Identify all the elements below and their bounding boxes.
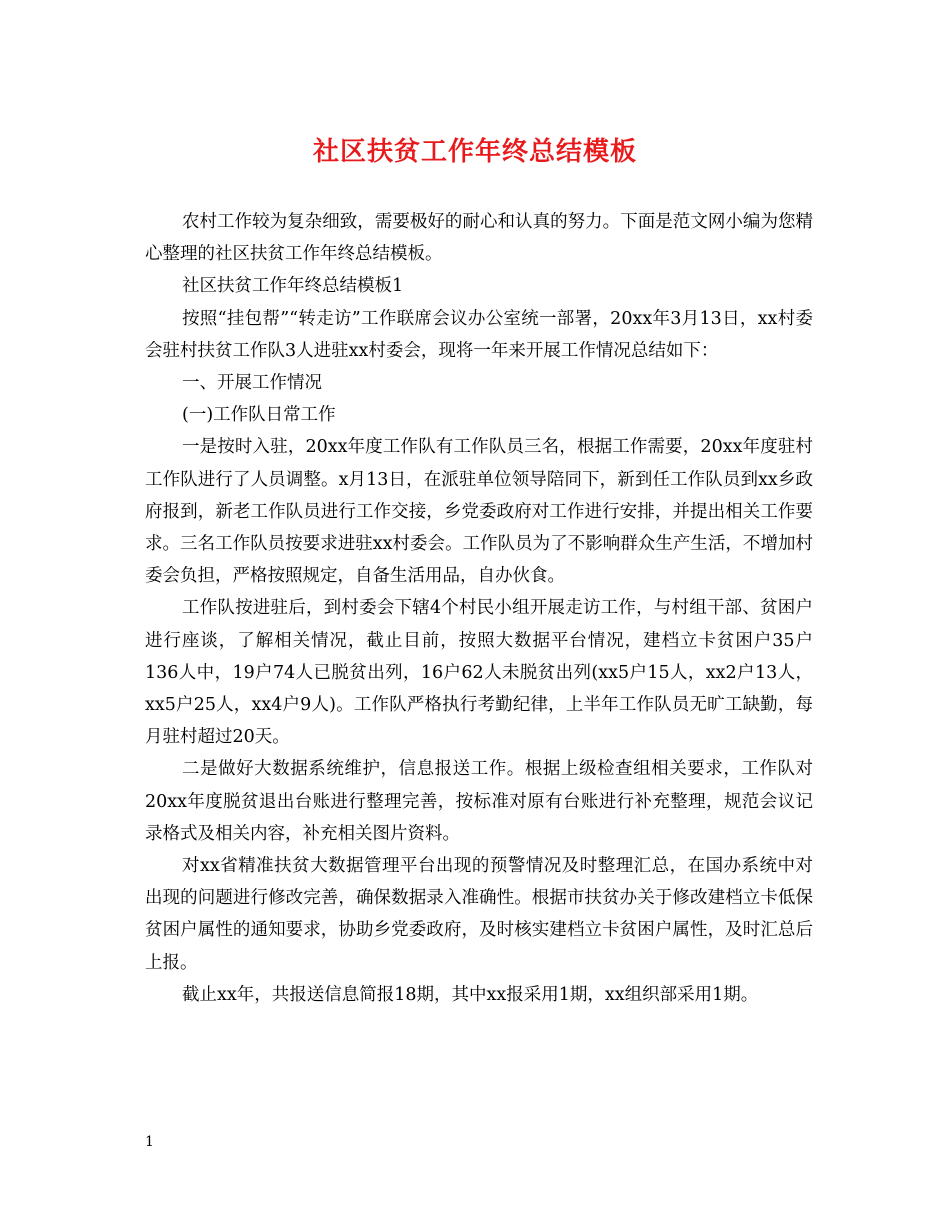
subsection-heading: (一)工作队日常工作 <box>182 405 336 426</box>
body-paragraph: 对xx省精准扶贫大数据管理平台出现的预警情况及时整理汇总，在国办系统中对出现的问题进行修改完善，确保数据录入准确性。根据市扶贫办关于修改建档立卡低保贫困户属性的通知要求，协助乡党委政府，及时核实建档立卡贫困户属性，及时汇总后上报。 <box>145 856 813 973</box>
document-body <box>145 206 813 1011</box>
body-paragraph: 截止xx年，共报送信息简报18期，其中xx报采用1期，xx组织部采用1期。 <box>182 984 759 1005</box>
section-heading: 一、开展工作情况 <box>182 373 322 394</box>
subtitle-paragraph: 社区扶贫工作年终总结模板1 <box>182 276 404 297</box>
body-paragraph: 二是做好大数据系统维护，信息报送工作。根据上级检查组相关要求，工作队对20xx年度脱贫退出台账进行整理完善，按标准对原有台账进行补充整理，规范会议记录格式及相关内容，补充相关图片资料。 <box>145 759 813 844</box>
body-paragraph: 一是按时入驻，20xx年度工作队有工作队员三名，根据工作需要，20xx年度驻村工作队进行了人员调整。x月13日，在派驻单位领导陪同下，新到任工作队员到xx乡政府报到，新老工作队员进行工作交接，乡党委政府对工作进行安排，并提出相关工作要求。三名工作队员按要求进驻xx村委会。工作队员为了不影响群众生产生活，不增加村委会负担，严格按照规定，自备生活用品，自办伙食。 <box>145 437 813 587</box>
opening-paragraph: 按照“挂包帮”“转走访”工作联席会议办公室统一部署，20xx年3月13日，xx村委会驻村扶贫工作队3人进驻xx村委会，现将一年来开展工作情况总结如下： <box>145 308 813 361</box>
document-title: 社区扶贫工作年终总结模板 <box>312 137 637 167</box>
intro-paragraph: 农村工作较为复杂细致，需要极好的耐心和认真的努力。下面是范文网小编为您精心整理的社区扶贫工作年终总结模板。 <box>145 212 813 265</box>
page-number: 1 <box>145 1134 154 1150</box>
body-paragraph: 工作队按进驻后，到村委会下辖4个村民小组开展走访工作，与村组干部、贫困户进行座谈，了解相关情况，截止目前，按照大数据平台情况，建档立卡贫困户35户136人中，19户74人已脱贫出列，16户62人未脱贫出列(xx5户15人，xx2户13人，xx5户25人，xx4户9人)。工作队严格执行考勤纪律，上半年工作队员无旷工缺勤，每月驻村超过20天。 <box>145 598 813 748</box>
